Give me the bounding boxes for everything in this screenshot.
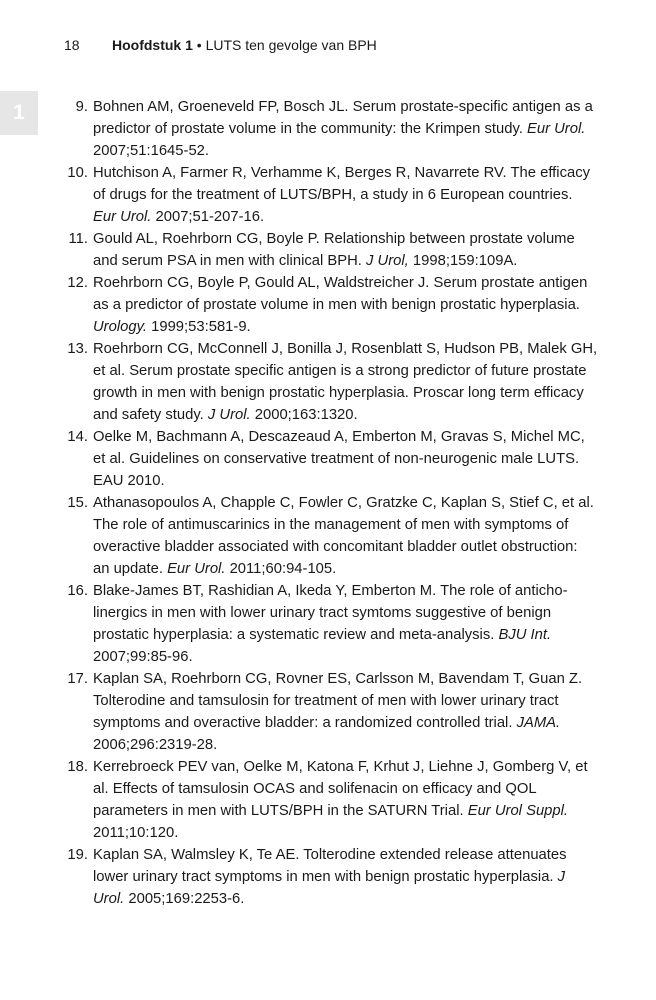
chapter-title: LUTS ten gevolge van BPH [205, 37, 377, 53]
reference-journal: Eur Urol. [93, 209, 152, 225]
reference-text: Roehrborn CG, McConnell J, Bonilla J, Rosenblatt S, Hudson PB, Malek GH, et al. Serum prostate specific antigen is a strong predictor of future prostate growth in men with benign prostatic hyperplasia. Proscar long term efficacy and safety study. [93, 341, 598, 423]
reference-journal: J Urol. [207, 407, 251, 423]
reference-citation: 2007;51:1645-52. [93, 143, 210, 159]
reference-text: Kaplan SA, Walmsley K, Te AE. Tolterodine extended release attenuates lower urinary tract symptoms in men with benign prostatic hyperplasia. [93, 847, 567, 885]
reference-citation: 2005;169:2253-6. [124, 891, 245, 907]
reference-journal: J Urol. [93, 869, 566, 907]
reference-number: 18. [67, 759, 88, 775]
reference-item [58, 162, 598, 228]
reference-citation: 2011;60:94-105. [225, 561, 337, 577]
chapter-label: Hoofdstuk 1 [112, 37, 193, 53]
reference-text: Kerrebroeck PEV van, Oelke M, Katona F, Krhut J, Liehne J, Gomberg V, et al. Effects of tamsulosin OCAS and solifenacin on efficacy and QOL parameters in men with LUTS/BPH in the SATURN Trial. [93, 759, 588, 819]
reference-citation: 2011;10:120. [93, 825, 179, 841]
reference-item [58, 96, 598, 162]
reference-text: Gould AL, Roehrborn CG, Boyle P. Relationship between prostate volume and serum PSA in men with clinical BPH. [93, 231, 575, 269]
reference-text: Hutchison A, Farmer R, Verhamme K, Berges R, Navarrete RV. The efficacy of drugs for the treatment of LUTS/BPH, a study in 6 European countries. [93, 165, 591, 203]
reference-number: 14. [67, 429, 88, 445]
reference-item [58, 426, 598, 492]
reference-list [58, 96, 598, 910]
reference-citation: 1999;53:581-9. [147, 319, 251, 335]
reference-text: Bohnen AM, Groeneveld FP, Bosch JL. Serum prostate-specific antigen as a predictor of prostate volume in the community: the Krimpen study. [93, 99, 593, 137]
reference-number: 13. [67, 341, 88, 357]
reference-number: 15. [67, 495, 88, 511]
reference-citation: 2007;99:85-96. [93, 649, 193, 665]
reference-number: 12. [67, 275, 88, 291]
reference-citation: 1998;159:109A. [408, 253, 518, 269]
reference-item [58, 272, 598, 338]
reference-journal: Urology. [93, 319, 147, 335]
reference-citation: 2000;163:1320. [250, 407, 358, 423]
reference-journal: Eur Urol Suppl. [467, 803, 569, 819]
reference-item [58, 844, 598, 910]
page-number: 18 [64, 37, 80, 53]
reference-journal: Eur Urol. [167, 561, 226, 577]
reference-journal: J Urol, [366, 253, 409, 269]
reference-item [58, 228, 598, 272]
reference-number: 16. [67, 583, 88, 599]
reference-journal: JAMA. [516, 715, 561, 731]
reference-number: 10. [67, 165, 88, 181]
running-header [64, 36, 377, 54]
reference-text: Roehrborn CG, Boyle P, Gould AL, Waldstreicher J. Serum prostate antigen as a predictor of prostate volume in men with benign prostatic hyperplasia. [93, 275, 588, 313]
reference-text: Oelke M, Bachmann A, Descazeaud A, Emberton M, Gravas S, Michel MC, et al. Guidelines on conservative treatment of non-neurogenic male LUTS. EAU 2010. [93, 429, 585, 489]
header-separator: • [196, 37, 202, 53]
reference-text: Kaplan SA, Roehrborn CG, Rovner ES, Carlsson M, Bavendam T, Guan Z. Tolterodine and tamsulosin for treatment of men with lower urinary tract symptoms and overactive bladder: a randomized controlled trial. [93, 671, 583, 731]
reference-number: 19. [67, 847, 88, 863]
reference-item [58, 580, 598, 668]
reference-citation: 2006;296:2319-28. [93, 737, 218, 753]
reference-item [58, 756, 598, 844]
reference-text: Blake-James BT, Rashidian A, Ikeda Y, Emberton M. The role of anticholinergics in men with lower urinary tract symtoms suggestive of benign prostatic hyperplasia: a systematic review and meta-analysis. [93, 583, 568, 643]
reference-number: 11. [68, 231, 88, 247]
reference-journal: Eur Urol. [526, 121, 586, 137]
reference-item [58, 338, 598, 426]
reference-number: 9. [75, 99, 88, 115]
reference-item [58, 668, 598, 756]
reference-text: Athanasopoulos A, Chapple C, Fowler C, Gratzke C, Kaplan S, Stief C, et al. The role of antimuscarinics in the management of men with symptoms of overactive bladder associated with concomitant bladder outlet obstruction: an update. [93, 495, 594, 577]
reference-item [58, 492, 598, 580]
reference-number: 17. [67, 671, 88, 687]
reference-citation: 2007;51-207-16. [151, 209, 265, 225]
chapter-tab-number: 1 [13, 101, 25, 124]
chapter-tab [0, 91, 38, 135]
reference-journal: BJU Int. [498, 627, 552, 643]
